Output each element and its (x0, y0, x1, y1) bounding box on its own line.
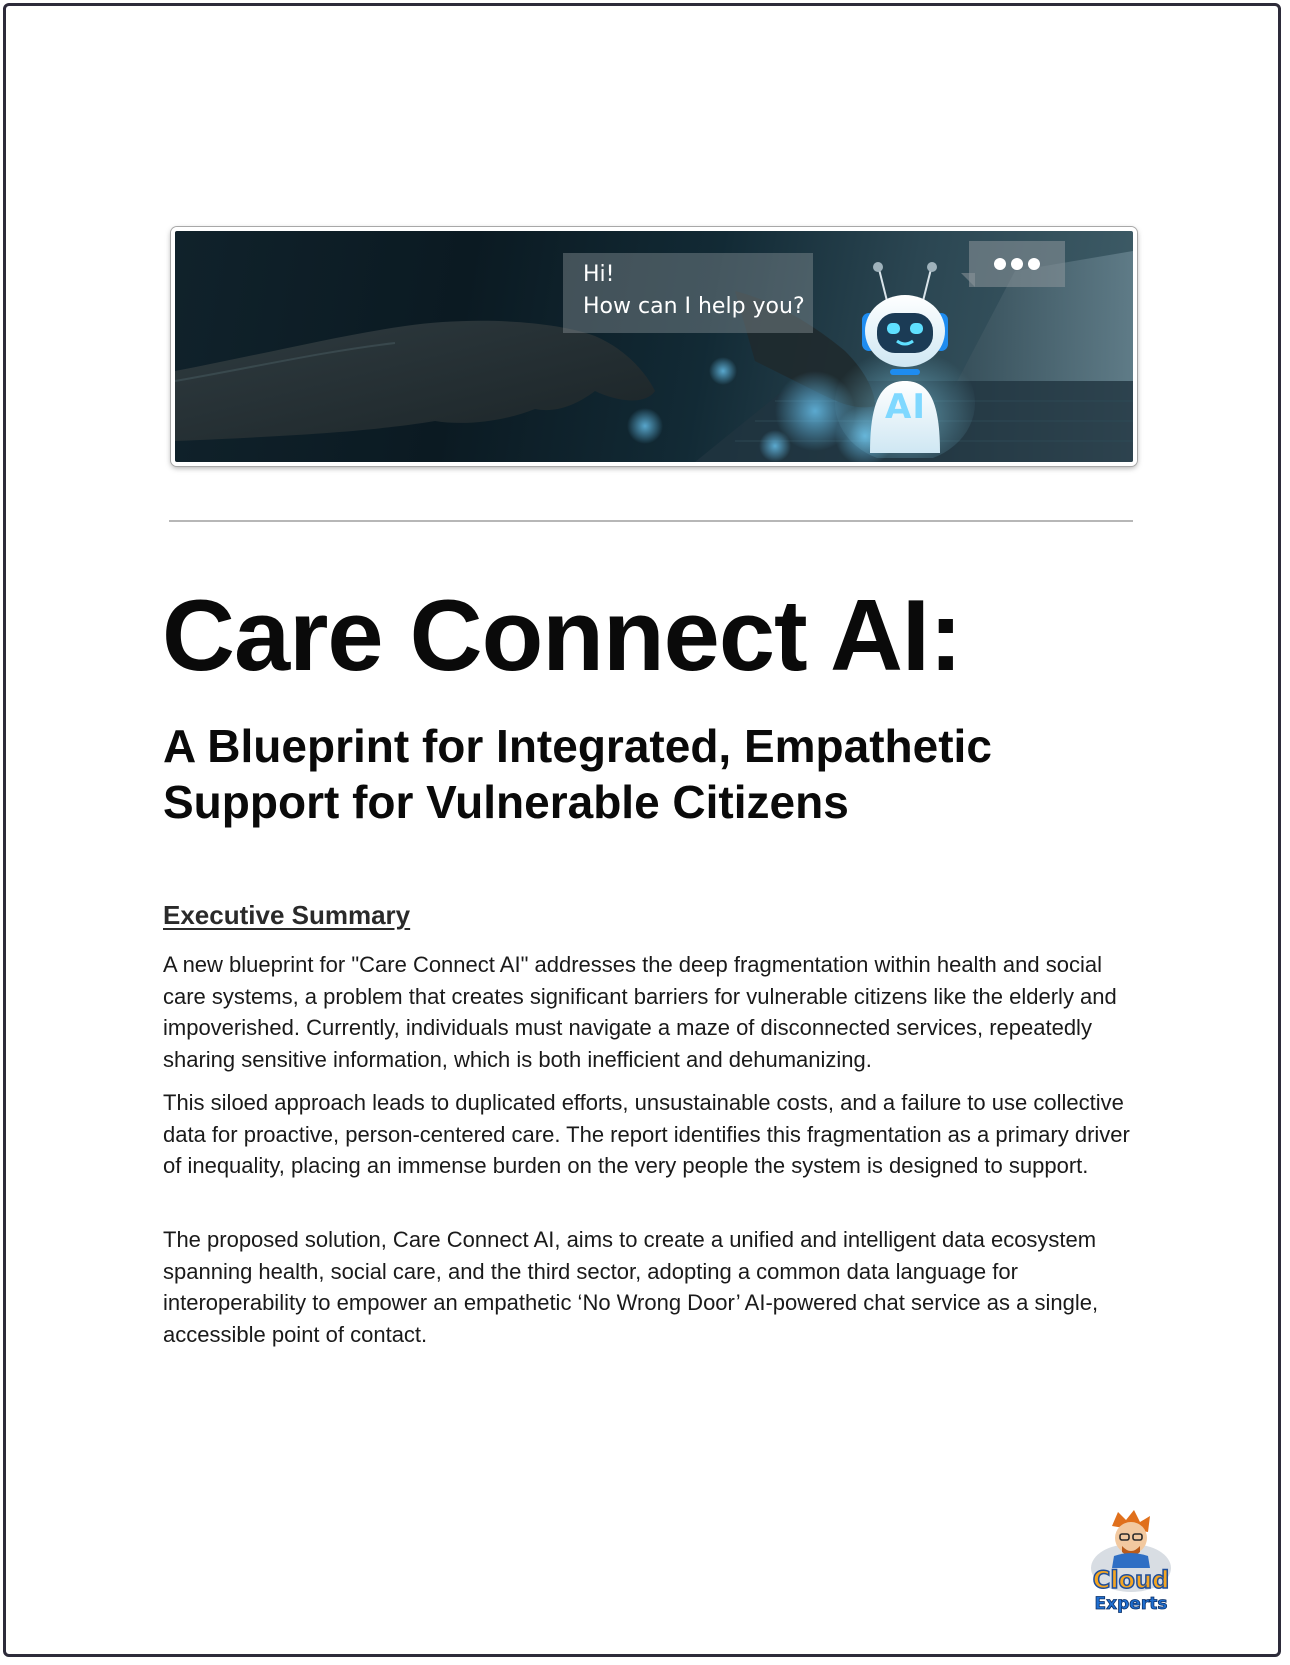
ellipsis-icon (969, 241, 1065, 287)
document-title: Care Connect AI: (162, 580, 962, 692)
summary-paragraph: A new blueprint for "Care Connect AI" addresses the deep fragmentation within health and social care systems, a problem that creates significant barriers for vulnerable citizens like the elderly and impoverished. Currently, individuals must navigate a maze of disconnected services, repeatedly sharing sensitive information, which is both inefficient and dehumanizing. (163, 952, 1117, 1072)
typing-bubble (969, 241, 1065, 287)
logo-text-cloud: Cloud (1092, 1566, 1170, 1594)
logo-text-experts: Experts (1094, 1594, 1168, 1614)
chat-greeting: Hi! (583, 262, 615, 287)
hero-banner (171, 227, 1137, 466)
robot-icon (835, 253, 975, 458)
summary-paragraph: This siloed approach leads to duplicated efforts, unsustainable costs, and a failure to use collective data for proactive, person-centered care. The report identifies this fragmentation as a primary driver of inequality, placing an immense burden on the very people the system is designed to support. (163, 1090, 1130, 1178)
executive-summary-heading: Executive Summary (163, 900, 411, 930)
cloud-experts-logo (1084, 1506, 1179, 1616)
robot-ai-label: AI (885, 387, 926, 427)
document-page (3, 3, 1281, 1657)
chat-bubble (563, 253, 813, 333)
document-subtitle: A Blueprint for Integrated, Empathetic Support for Vulnerable Citizens (163, 720, 992, 828)
chat-question: How can I help you? (583, 294, 805, 319)
summary-paragraph: The proposed solution, Care Connect AI, aims to create a unified and intelligent data ecosystem spanning health, social care, and the third sector, adopting a common data language for interoperability to empower an empathetic ‘No Wrong Door’ AI-powered chat service as a single, accessible point of contact. (163, 1227, 1099, 1347)
horizontal-divider (169, 520, 1133, 522)
